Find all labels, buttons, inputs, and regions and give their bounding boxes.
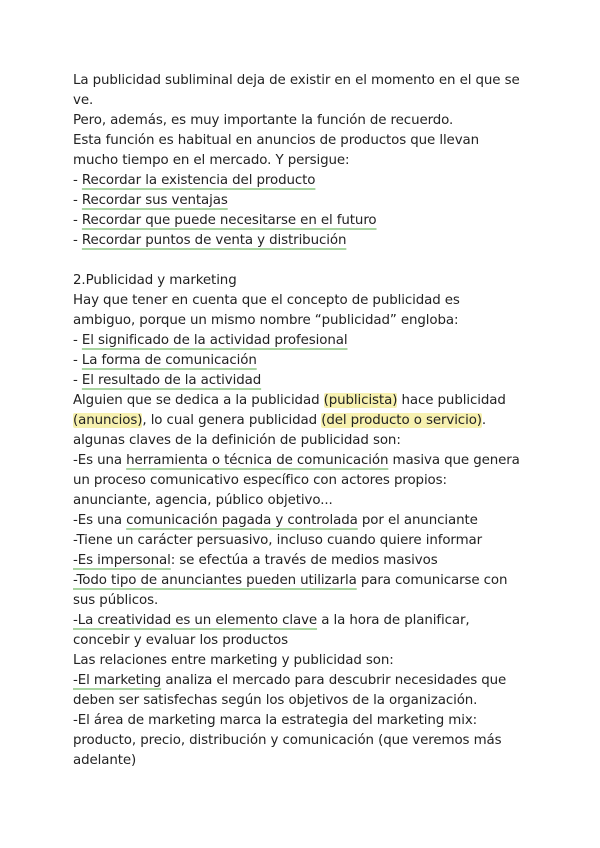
list-item: -Es una comunicación pagada y controlada por el anunciante (73, 513, 478, 528)
paragraph-line: Las relaciones entre marketing y publicidad son: (73, 653, 394, 668)
list-item: -Todo tipo de anunciantes pueden utilizarla para comunicarse con (73, 573, 508, 588)
list-item: - Recordar puntos de venta y distribución (73, 233, 347, 248)
list-item: -El área de marketing marca la estrategia del marketing mix: (73, 713, 478, 728)
underlined-text: El resultado de la actividad (81, 373, 262, 388)
highlighted-text: (publicista) (323, 393, 398, 408)
underlined-text: herramienta o técnica de comunicación (126, 453, 389, 468)
list-item: - El significado de la actividad profesional (73, 333, 348, 348)
list-item: -La creatividad es un elemento clave a la hora de planificar, (73, 613, 470, 628)
paragraph-line: Pero, además, es muy importante la función de recuerdo. (73, 113, 454, 128)
list-item: -Es una herramienta o técnica de comunicación masiva que genera (73, 453, 520, 468)
list-item: - El resultado de la actividad (73, 373, 262, 388)
paragraph-line: (anuncios), lo cual genera publicidad (del producto o servicio). (73, 413, 487, 428)
paragraph-line: ambiguo, porque un mismo nombre “publicidad” engloba: (73, 313, 459, 328)
underlined-text: Recordar puntos de venta y distribución (81, 233, 347, 248)
paragraph-line: adelante) (73, 753, 137, 768)
underlined-text: Recordar que puede necesitarse en el futuro (81, 213, 377, 228)
document-body (73, 71, 523, 771)
underlined-text: -Es impersonal (73, 553, 171, 568)
highlighted-text: (anuncios) (73, 413, 143, 428)
paragraph-line: La publicidad subliminal deja de existir en el momento en el que se (73, 73, 520, 88)
list-item: - Recordar que puede necesitarse en el futuro (73, 213, 377, 228)
list-item: - Recordar sus ventajas (73, 193, 228, 208)
underlined-text: Recordar sus ventajas (81, 193, 228, 208)
list-item: -Es impersonal: se efectúa a través de medios masivos (73, 553, 438, 568)
blank-line (73, 251, 523, 271)
underlined-text: El significado de la actividad profesional (81, 333, 348, 348)
paragraph-line: Hay que tener en cuenta que el concepto de publicidad es (73, 293, 460, 308)
underlined-text: -La creatividad es un elemento clave (73, 613, 318, 628)
paragraph-line: algunas claves de la definición de publicidad son: (73, 433, 401, 448)
paragraph-line: Alguien que se dedica a la publicidad (publicista) hace publicidad (73, 393, 506, 408)
list-item: - Recordar la existencia del producto (73, 173, 316, 188)
paragraph-line: producto, precio, distribución y comunicación (que veremos más (73, 733, 502, 748)
paragraph-line: deben ser satisfechas según los objetivos de la organización. (73, 693, 478, 708)
section-heading: 2.Publicidad y marketing (73, 273, 237, 288)
paragraph-line: anunciante, agencia, público objetivo... (73, 493, 333, 508)
list-item: - La forma de comunicación (73, 353, 257, 368)
underlined-text: Recordar la existencia del producto (81, 173, 316, 188)
underlined-text: La forma de comunicación (81, 353, 257, 368)
paragraph-line: Esta función es habitual en anuncios de productos que llevan (73, 133, 480, 148)
paragraph-line: ve. (73, 93, 94, 108)
paragraph-line: concebir y evaluar los productos (73, 633, 288, 648)
underlined-text: -El marketing (73, 673, 162, 688)
paragraph-line: sus públicos. (73, 593, 159, 608)
underlined-text: -Todo tipo de anunciantes pueden utilizarla (73, 573, 357, 588)
list-item: -El marketing analiza el mercado para descubrir necesidades que (73, 673, 507, 688)
paragraph-line: un proceso comunicativo específico con actores propios: (73, 473, 447, 488)
underlined-text: comunicación pagada y controlada (126, 513, 358, 528)
highlighted-text: (del producto o servicio) (321, 413, 482, 428)
list-item: -Tiene un carácter persuasivo, incluso cuando quiere informar (73, 533, 483, 548)
paragraph-line: mucho tiempo en el mercado. Y persigue: (73, 153, 350, 168)
